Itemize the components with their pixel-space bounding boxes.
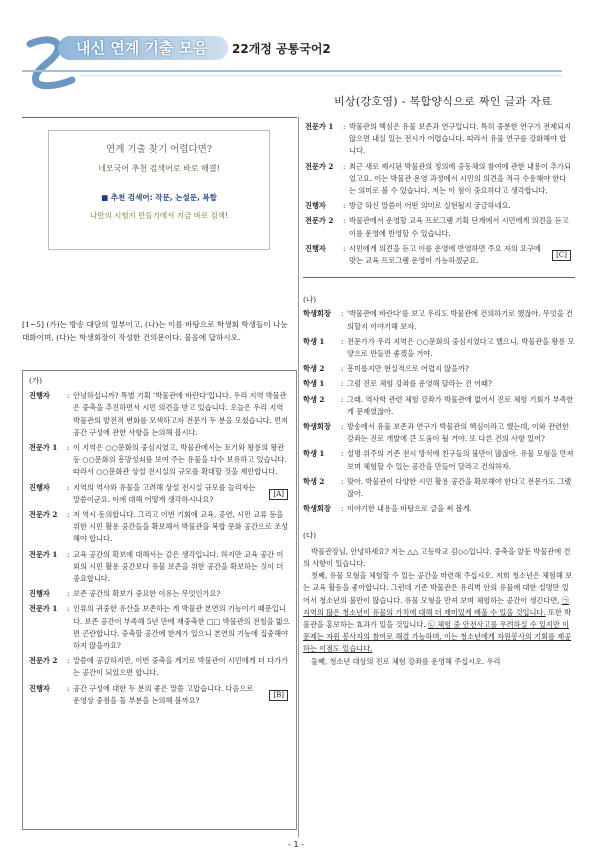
speaker-label: 전문가 2 xyxy=(305,216,334,226)
dialogue-line xyxy=(303,336,575,360)
dialogue-line xyxy=(305,215,573,239)
dialogue-line xyxy=(29,390,290,439)
passage-na-label: (나) xyxy=(303,295,317,305)
speaker-colon: : xyxy=(343,161,346,171)
speaker-label: 전문가 2 xyxy=(29,510,58,520)
speaker-label: 진행자 xyxy=(29,482,50,492)
underlined-phrase-b: ㉡ 체험 중 안전사고를 우려하실 수 있지만 이 문제는 자원 봉사자의 참여로 해결 가능하며, 이는 청소년에게 자원봉사의 기회를 제공하는 이점도 있습니다. xyxy=(303,619,572,654)
header-badge: 내신 연계 기출 모음 xyxy=(58,36,228,60)
speaker-label: 학생 2 xyxy=(303,476,325,486)
promo-box xyxy=(48,130,270,250)
dialogue-text: 이야기한 내용을 바탕으로 글을 써 볼게. xyxy=(347,504,472,514)
speaker-label: 진행자 xyxy=(29,589,50,599)
speaker-label: 진행자 xyxy=(29,683,50,693)
speaker-colon: : xyxy=(341,379,344,389)
passage-ga-dialogue xyxy=(29,390,290,707)
page-number: - 1 - xyxy=(288,840,304,849)
column-divider xyxy=(298,117,299,837)
dialogue-line xyxy=(303,308,575,332)
expert-dialogue-continued xyxy=(303,117,575,267)
dialogue-line xyxy=(29,549,290,586)
passage-ga-label: (가) xyxy=(29,376,43,385)
speaker-label: 전문가 1 xyxy=(305,122,334,131)
speaker-colon: : xyxy=(343,216,346,226)
left-column-rule xyxy=(22,117,297,118)
speaker-label: 학생회장 xyxy=(303,504,331,514)
dialogue-text: 전문가가 우리 지역은 ○○문화의 중심지였다고 했으니, 박물관을 왕릉 모양으로 만들면 좋겠을 거야. xyxy=(347,336,575,359)
dialogue-text: '박물관에 바란다'를 보고 우리도 박물관에 건의하기로 했잖아. 무엇을 건의할지 이야기해 보자. xyxy=(347,309,573,331)
speaker-label: 학생회장 xyxy=(303,309,331,319)
speaker-colon: : xyxy=(343,201,346,211)
dialogue-text: 그래. 역사학 관련 체험 강좌가 박물관에 없어서 진로 체험 기회가 부족한 게 문제였잖아. xyxy=(347,394,574,416)
speaker-colon: : xyxy=(67,443,70,453)
dialogue-text: 설명 위주의 기존 전시 방식에 친구들의 불만이 많잖아. 유물 모형을 만져 보며 체험할 수 있는 공간을 만들어 달라고 건의하자. xyxy=(347,449,574,471)
dialogue-text: 교육 공간의 확보에 대해서는 같은 생각입니다. 하지만 교육 공간 이외의 시민 활용 공간보다 유물 보존을 위한 공간을 확보하는 것이 더 중요합니다. xyxy=(73,549,284,584)
speaker-label: 학생 2 xyxy=(303,394,325,404)
dialogue-text: 흥미롭지만 현실적으로 어렵지 않을까? xyxy=(347,364,469,374)
dialogue-line xyxy=(303,476,575,500)
promo-line-3: ■ 추천 검색어: 작문, 논설문, 복합 xyxy=(101,193,217,202)
promo-line-1: 연계 기출 찾기 어렵다면? xyxy=(106,144,212,155)
speaker-label: 진행자 xyxy=(29,391,50,401)
right-column-rule xyxy=(303,277,575,278)
speaker-label: 학생 1 xyxy=(303,379,325,389)
right-column xyxy=(303,117,575,668)
dialogue-text: 맞아. 박물관이 다양한 시민 활용 공간을 확보해야 한다고 전문가도 그랬잖아. xyxy=(347,476,572,499)
dialogue-line xyxy=(303,448,575,472)
dialogue-line xyxy=(29,588,290,600)
question-instructions: [1~5] (가)는 방송 대담의 일부이고, (나)는 이를 바탕으로 학생회 학생들이 나눈 대화이며, (다)는 학생회장이 작성한 건의문이다. 물음에 답하시오. xyxy=(22,320,288,342)
dialogue-text: 박물관에서 운영할 교육 프로그램 기획 단계에서 시민에게 의견을 듣고 이를 운영에 반영할 수 있습니다. xyxy=(349,216,569,238)
passage-ga-box xyxy=(22,370,297,830)
dialogue-line xyxy=(305,161,573,198)
dialogue-line xyxy=(29,683,290,707)
speaker-colon: : xyxy=(341,476,344,486)
da-p2-part-a: 첫째, 유물 모형을 체험할 수 있는 공간을 마련해 주십시오. 저희 청소년은 체험해 보는 교육 활동을 좋아합니다. 그런데 기존 박물관은 유리벽 안의 유물에 대한 설명만 있어서 청소년의 불만이 많습니다. 유물 모형을 만져 보며 체험하는 공간이 생긴다면, xyxy=(303,571,573,605)
dialogue-text: 안녕하십니까? 특별 기획 '박물관에 바란다'입니다. 우리 지역 박물관은 중축을 추진하면서 시민 의견을 받고 있습니다. 오늘은 우리 지역 박물관의 발전적 변화를 모색하고자 전문가 두 분을 모셨습니다. 먼저 공간 구성에 관한 사항을 논의해 봅시다. xyxy=(73,391,288,437)
speaker-label: 학생 2 xyxy=(303,364,325,374)
passage-da-text xyxy=(303,546,575,668)
speaker-colon: : xyxy=(67,604,70,614)
dialogue-line xyxy=(303,363,575,375)
dialogue-text: 시민에게 의견을 듣고 이를 운영에 반영하면 주요 자의 요구에 맞는 교육 프로그램 운영이 가능하겠군요. xyxy=(349,243,541,266)
spacer xyxy=(303,518,575,530)
speaker-label: 전문가 2 xyxy=(305,161,334,171)
header-rule xyxy=(22,70,562,72)
underlined-phrase-a: ㉠ 지역의 많은 청소년이 유물의 가치에 대해 더 재미있게 배울 수 있을 것입니다. xyxy=(303,595,570,617)
dialogue-text: 저 역시 동의합니다. 그리고 이번 기회에 교육, 공연, 시민 교류 등을 위한 시민 활용 공간들을 확보해서 박물관을 복합 문화 공간으로 조성해야 합니다. xyxy=(73,510,288,544)
bracket-marker: [A] xyxy=(269,489,288,500)
dialogue-text: 인류의 귀중한 유산을 보존하는 게 박물관 본연의 기능이기 때문입니다. 보존 공간이 부족해 5년 만에 재중축한 □□ 박물관의 전철을 밟으면 곤란합니다. 중축할 공간에 한계가 있으니 본연의 기능에 집중해야 하지 않을까요? xyxy=(73,604,290,651)
da-paragraph-2 xyxy=(303,570,575,655)
source-title: 비상(강호영) - 복합양식으로 짜인 글과 자료 xyxy=(334,95,552,108)
dialogue-line xyxy=(305,243,573,267)
dialogue-line xyxy=(29,442,290,479)
bracket-marker: [C] xyxy=(552,250,571,261)
dialogue-text: 보존 공간의 확보가 중요한 이유는 무엇인가요? xyxy=(73,589,221,599)
passage-na-dialogue xyxy=(303,308,575,515)
dialogue-text: 박물관의 핵심은 유물 보존과 연구입니다. 특히 중분한 연구가 전제되지 않으면 내실 있는 전시가 어렵습니다. 따라서 유물 연구를 강화해야 합니다. xyxy=(349,122,571,156)
da-p2-part-b: 또한 박물관을 홍보하는 효과가 있을 것입니다. xyxy=(303,607,572,629)
promo-line-2: 네모국어 추천 검색어로 바로 해결! xyxy=(98,164,220,173)
dialogue-line xyxy=(29,655,290,679)
speaker-label: 전문가 1 xyxy=(29,604,58,614)
speaker-colon: : xyxy=(341,394,344,404)
dialogue-text: 공간 구성에 대한 두 분의 좋은 말씀 고맙습니다. 다음으로 운영상 중점을 둘 부분을 논의해 볼까요? xyxy=(73,683,254,705)
speaker-colon: : xyxy=(343,122,346,131)
dialogue-text: 지역의 역사와 유물을 고려해 상설 전시실 규모를 늘리자는 말씀이군요. 이에 대해 어떻게 생각하시나요? xyxy=(73,482,256,504)
speaker-colon: : xyxy=(67,683,70,693)
dialogue-line xyxy=(29,509,290,546)
dialogue-line xyxy=(29,482,290,506)
dialogue-line xyxy=(303,394,575,418)
promo-line-4: 나만의 시험지 만들기에서 지금 바로 검색! xyxy=(89,211,229,220)
speaker-colon: : xyxy=(67,482,70,492)
passage-da-label: (다) xyxy=(303,531,317,541)
dialogue-text: 방금 하신 말씀이 어떤 의미로 실현될지 궁금하네요. xyxy=(349,201,511,211)
speaker-colon: : xyxy=(67,549,70,559)
speaker-colon: : xyxy=(67,589,70,599)
speaker-label: 전문가 1 xyxy=(29,443,58,453)
dialogue-line xyxy=(305,200,573,212)
speaker-label: 진행자 xyxy=(305,243,326,253)
speaker-colon: : xyxy=(67,391,70,401)
dialogue-line xyxy=(303,378,575,390)
speaker-label: 학생 1 xyxy=(303,336,325,346)
dialogue-text: 방송에서 유물 보존과 연구가 박물관의 핵심이라고 했는데, 이와 관련한 강좌는 진로 개발에 큰 도움이 될 거야. 또 다른 건의 사항 있어? xyxy=(347,422,569,444)
da-paragraph-1: 박물관장님, 안녕하세요? 저는 △△ 고등학교 김◇◇입니다. 중축을 앞둔 박물관에 건의 사항이 있습니다. xyxy=(303,546,571,568)
dialogue-text: 최근 새로 제시된 박물관의 정의에 공동체의 참여에 관한 내용이 추가되었고요. 이는 박물관 운영 과정에서 시민의 의견을 적극 수용해야 한다는 의미로 볼 수 있습니다. 저는 이 점이 중요하다고 생각합니다. xyxy=(349,161,571,196)
header-subject: 22개정 공통국어2 xyxy=(232,42,331,56)
speaker-colon: : xyxy=(67,510,70,520)
speaker-colon: : xyxy=(341,364,344,374)
dialogue-line xyxy=(305,121,573,158)
header-rule-thin xyxy=(80,75,562,76)
speaker-colon: : xyxy=(341,309,344,319)
speaker-colon: : xyxy=(341,422,344,432)
dialogue-line xyxy=(29,603,290,652)
dialogue-line xyxy=(303,421,575,445)
speaker-colon: : xyxy=(341,336,344,346)
dialogue-text: 이 지역은 ○○문화의 중심지였고, 박물관에서는 토기와 왕릉의 왕관 등 ○○문화의 흥망성쇠를 보여 주는 유물을 다수 보유하고 있습니다. 따라서 ○○문화관 상설 전시실의 규모를 확대할 것을 제안합니다. xyxy=(73,443,287,477)
speaker-colon: : xyxy=(341,504,344,514)
speaker-colon: : xyxy=(343,243,346,253)
speaker-label: 전문가 2 xyxy=(29,656,58,666)
bracket-marker: [B] xyxy=(269,690,288,701)
speaker-colon: : xyxy=(341,449,344,459)
speaker-label: 진행자 xyxy=(305,201,326,211)
speaker-label: 학생회장 xyxy=(303,422,331,432)
dialogue-text: 말씀에 공감하지만, 이번 중축을 계기로 박물관이 시민에게 더 다가가는 공간이 되었으면 합니다. xyxy=(73,656,288,678)
dialogue-line xyxy=(303,503,575,515)
speaker-label: 학생 1 xyxy=(303,449,325,459)
dialogue-text: 그럼 진로 체험 강좌를 운영해 달라는 건 어때? xyxy=(347,379,492,389)
speaker-label: 전문가 1 xyxy=(29,549,58,559)
da-paragraph-3: 둘째, 청소년 대상의 진로 체험 강좌를 운영해 주십시오. 우리 xyxy=(311,656,501,666)
speaker-colon: : xyxy=(67,656,70,666)
